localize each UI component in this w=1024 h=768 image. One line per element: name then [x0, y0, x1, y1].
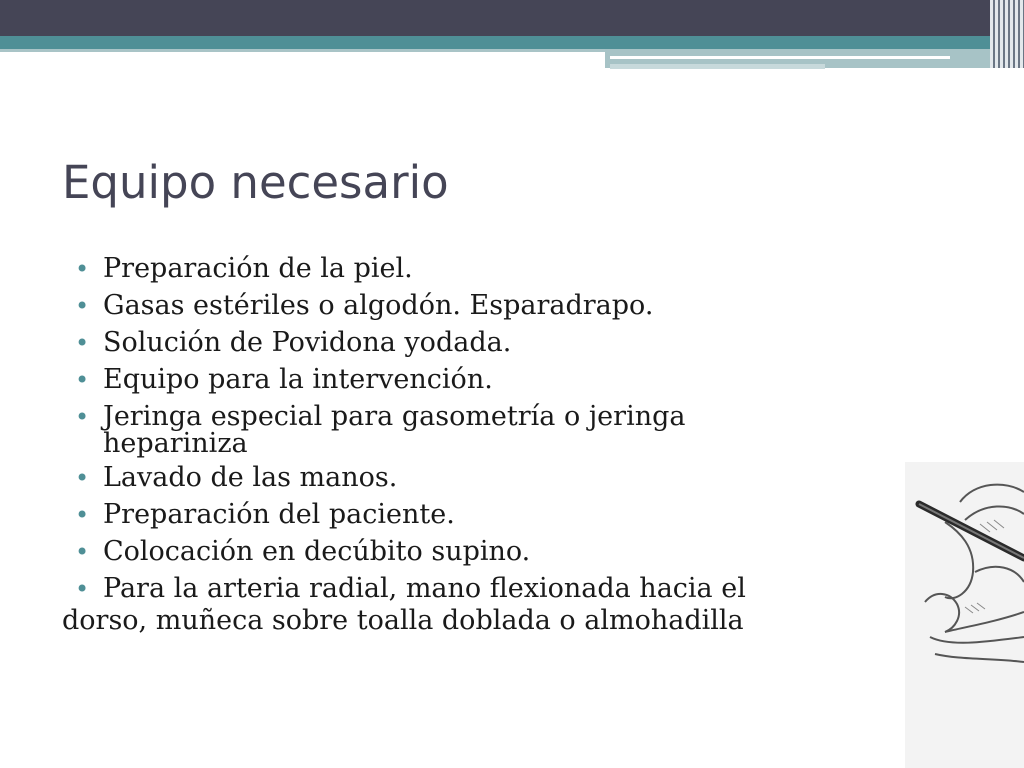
list-item	[62, 254, 902, 284]
header-light-line	[0, 49, 605, 52]
list-item	[62, 291, 902, 321]
list-item	[62, 463, 902, 493]
list-item-text-continued: dorso, muñeca sobre toalla doblada o almohadilla	[62, 605, 744, 636]
header-white-line	[610, 56, 950, 59]
bullet-icon: •	[75, 575, 90, 603]
bullet-list	[62, 254, 902, 645]
list-item	[62, 574, 902, 638]
slide-title: Equipo necesario	[62, 156, 449, 209]
list-item-text: Jeringa especial para gasometría o jeringa	[103, 401, 686, 432]
list-item	[62, 365, 902, 395]
header-stripes	[990, 0, 1024, 68]
list-item-text: Solución de Povidona yodada.	[103, 327, 512, 358]
header-teal-band	[0, 36, 1024, 49]
list-item-text: Lavado de las manos.	[103, 462, 398, 493]
list-item	[62, 328, 902, 358]
bullet-icon: •	[75, 464, 90, 492]
bullet-icon: •	[75, 366, 90, 394]
list-item-text: Preparación de la piel.	[103, 253, 413, 284]
list-item	[62, 401, 902, 459]
header-dark-band	[0, 0, 1024, 36]
list-item-text: Gasas estériles o algodón. Esparadrapo.	[103, 290, 654, 321]
bullet-icon: •	[75, 255, 90, 283]
list-item-text: Preparación del paciente.	[103, 499, 455, 530]
list-item-text: Colocación en decúbito supino.	[103, 536, 531, 567]
bullet-icon: •	[75, 329, 90, 357]
list-item	[62, 537, 902, 567]
list-item	[62, 500, 902, 530]
bullet-icon: •	[75, 292, 90, 320]
list-item-text-continued: hepariniza	[103, 428, 248, 459]
list-item-text: Equipo para la intervención.	[103, 364, 493, 395]
bullet-icon: •	[75, 403, 90, 431]
list-item-text: Para la arteria radial, mano flexionada hacia el	[103, 573, 746, 604]
hand-syringe-drawing-icon	[905, 462, 1024, 768]
header-light-accent	[610, 64, 825, 69]
bullet-icon: •	[75, 538, 90, 566]
bullet-icon: •	[75, 501, 90, 529]
